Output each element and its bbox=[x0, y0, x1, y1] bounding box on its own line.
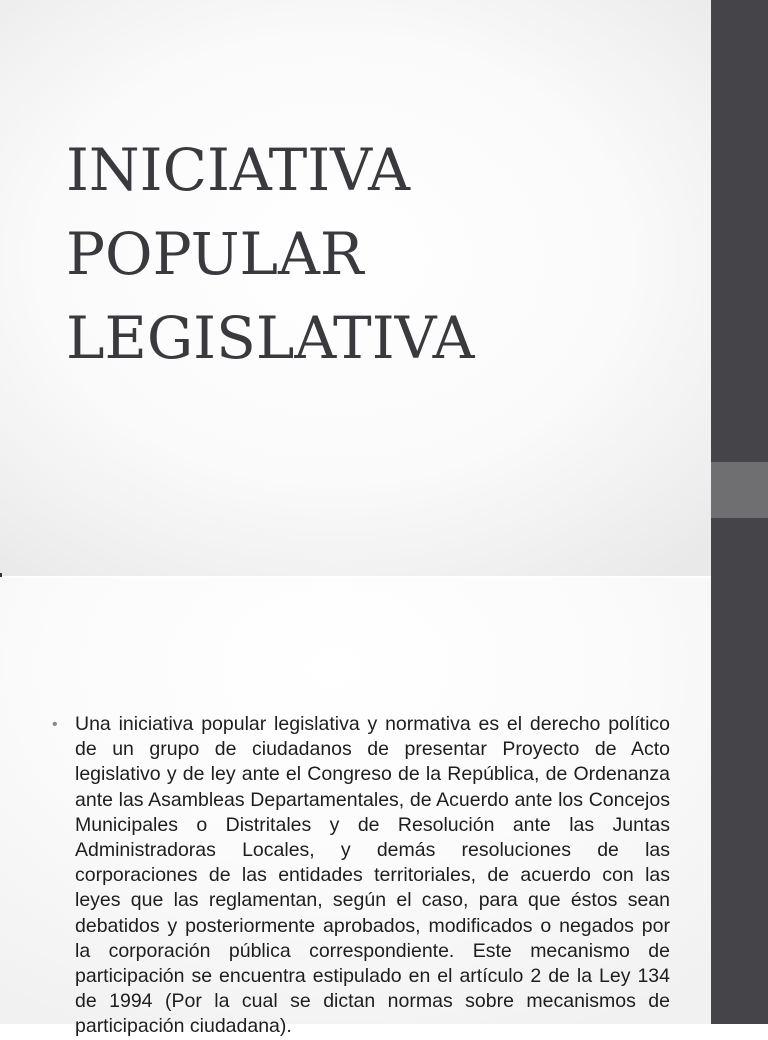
slide-corner-mark bbox=[0, 573, 2, 577]
bullet-text: Una iniciativa popular legislativa y normativa es el derecho político de un grupo de ciudadanos de presentar Proyecto de Acto legislativo y de ley ante el Congreso de la República, de Ordenanza ante las Asambleas Departamentales, de Acuerdo ante los Concejos Municipales o Distritales y de Resolución ante las Juntas Administradoras Locales, y demás resoluciones de las corporaciones de las entidades territoriales, de acuerdo con las leyes que las reglamentan, según el caso, para que éstos sean debatidos y posteriormente aprobados, modificados o negados por la corporación pública correspondiente. Este mecanismo de participación se encuentra estipulado en el artículo 2 de la Ley 134 de 1994 (Por la cual se dictan normas sobre mecanismos de participación ciudadana). bbox=[75, 713, 670, 1038]
title-line-2: POPULAR bbox=[66, 220, 364, 288]
title-line-3: LEGISLATIVA bbox=[66, 304, 475, 372]
title-line-1: INICIATIVA bbox=[66, 136, 411, 204]
slide-title-block bbox=[66, 128, 666, 380]
bullet-icon: • bbox=[52, 716, 58, 733]
bullet-item bbox=[52, 712, 672, 1040]
scrollbar-thumb[interactable] bbox=[711, 462, 768, 518]
slide-content bbox=[0, 578, 711, 1038]
